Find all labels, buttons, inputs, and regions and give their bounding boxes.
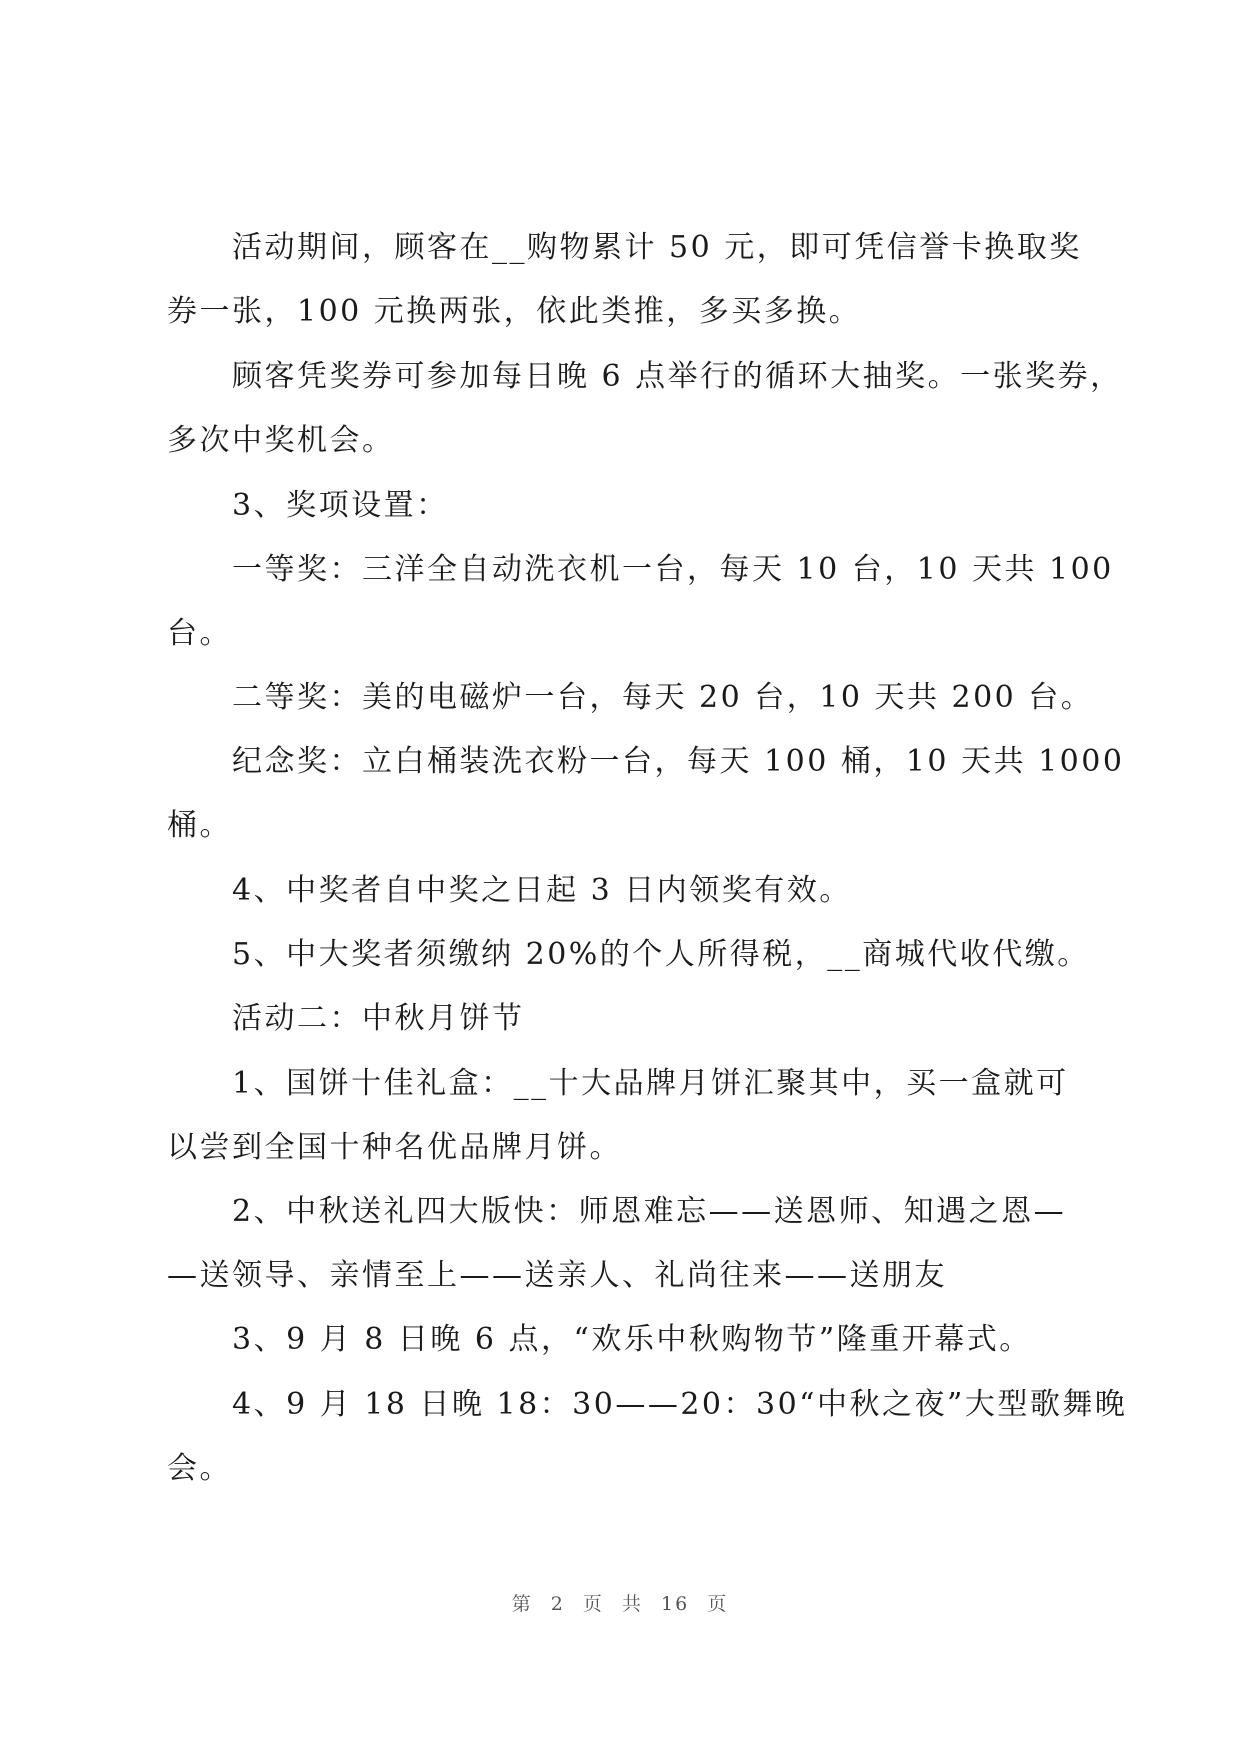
paragraph-line: 多次中奖机会。: [167, 423, 395, 458]
paragraph-line: 台。: [167, 616, 232, 651]
paragraph-line: 纪念奖：立白桶装洗衣粉一台，每天 100 桶，10 天共 1000: [232, 744, 1125, 779]
paragraph-line: 4、中奖者自中奖之日起 3 日内领奖有效。: [232, 873, 852, 908]
paragraph-line: 桶。: [167, 808, 232, 843]
paragraph-line: 二等奖：美的电磁炉一台，每天 20 台，10 天共 200 台。: [232, 680, 1094, 715]
paragraph-line: —送领导、亲情至上——送亲人、礼尚往来——送朋友: [167, 1258, 947, 1293]
paragraph-line: 3、9 月 8 日晚 6 点，“欢乐中秋购物节”隆重开幕式。: [232, 1322, 1032, 1357]
section-heading: 3、奖项设置：: [232, 488, 449, 523]
page-number-footer: 第 2 页 共 16 页: [511, 1593, 729, 1615]
paragraph-line: 一等奖：三洋全自动洗衣机一台，每天 10 台，10 天共 100: [232, 552, 1114, 587]
paragraph-line: 2、中秋送礼四大版快：师恩难忘——送恩师、知遇之恩—: [232, 1194, 1067, 1229]
section-heading: 活动二：中秋月饼节: [232, 1001, 525, 1036]
paragraph-line: 以尝到全国十种名优品牌月饼。: [167, 1130, 622, 1165]
paragraph-line: 券一张，100 元换两张，依此类推，多买多换。: [167, 294, 862, 329]
paragraph-line: 会。: [167, 1451, 232, 1486]
paragraph-line: 顾客凭奖券可参加每日晚 6 点举行的循环大抽奖。一张奖券，: [232, 359, 1123, 394]
paragraph-line: 1、国饼十佳礼盒：__十大品牌月饼汇聚其中，买一盒就可: [232, 1066, 1069, 1101]
paragraph-line: 5、中大奖者须缴纳 20%的个人所得税，__商城代收代缴。: [232, 937, 1090, 972]
paragraph-line: 活动期间，顾客在__购物累计 50 元，即可凭信誉卡换取奖: [232, 230, 1082, 265]
paragraph-line: 4、9 月 18 日晚 18：30——20：30“中秋之夜”大型歌舞晚: [232, 1387, 1128, 1422]
